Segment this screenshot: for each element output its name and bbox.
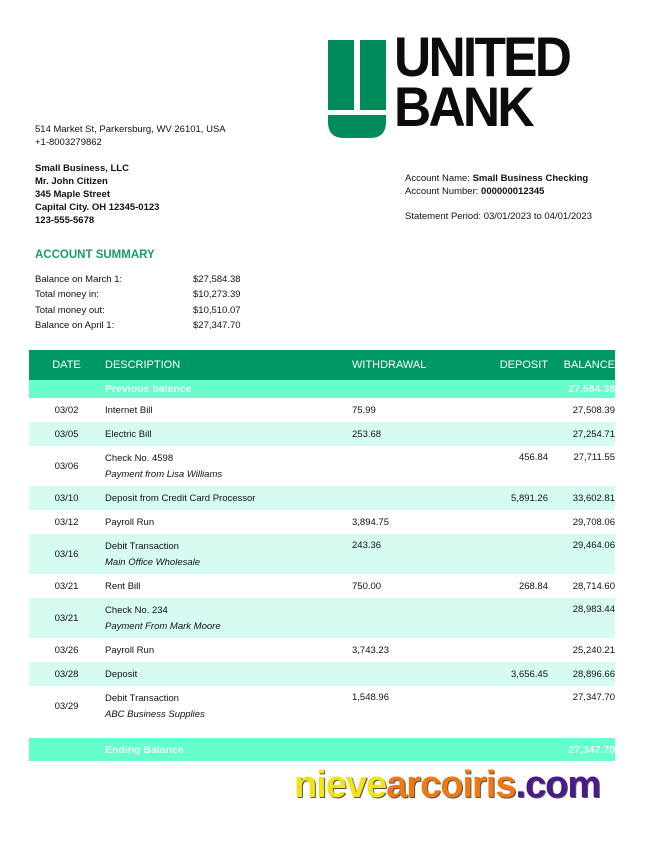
- table-row: [29, 446, 615, 486]
- customer-name: Mr. John Citizen: [35, 176, 108, 187]
- summary-label: Balance on March 1:: [35, 274, 123, 285]
- summary-value: $27,584.38: [193, 274, 241, 285]
- table-row: [29, 510, 615, 534]
- cell-description: [104, 405, 352, 416]
- cell-withdrawal: [352, 446, 462, 452]
- cell-withdrawal: [352, 598, 462, 604]
- transactions-table: [29, 350, 615, 761]
- previous-balance-row: [29, 380, 615, 398]
- summary-label: Balance on April 1:: [35, 319, 115, 331]
- bank-logo-mark-icon: [328, 40, 386, 138]
- previous-balance-value: 27,584.38: [568, 383, 615, 395]
- description-main: Payroll Run: [105, 516, 155, 528]
- cell-date: 03/12: [54, 516, 79, 528]
- description-main: Deposit: [105, 668, 138, 680]
- ending-balance-value: 27,347.70: [568, 743, 615, 756]
- table-row: [29, 662, 615, 686]
- statement-period-value: 03/01/2023 to 04/01/2023: [483, 211, 592, 222]
- table-row: [29, 422, 615, 446]
- cell-withdrawal: 75.99: [352, 404, 376, 416]
- cell-balance: 25,240.21: [572, 644, 615, 656]
- cell-balance: 29,708.06: [572, 516, 615, 528]
- ending-balance-row: [29, 738, 615, 761]
- cell-balance: 29,464.06: [572, 540, 615, 551]
- watermark: [294, 764, 600, 807]
- cell-deposit: 456.84: [518, 452, 548, 463]
- cell-description: [104, 541, 352, 568]
- summary-value: $27,347.70: [193, 319, 241, 331]
- summary-row: [35, 305, 241, 320]
- summary-row: [35, 289, 241, 304]
- ending-balance-label: Ending Balance: [105, 743, 184, 756]
- cell-withdrawal: 1,548.96: [352, 692, 389, 703]
- bank-address: 514 Market St, Parkersburg, WV 26101, USA: [35, 124, 226, 135]
- cell-balance: 27,508.39: [572, 404, 615, 416]
- table-row: [29, 534, 615, 574]
- description-sub: Payment From Mark Moore: [105, 620, 221, 632]
- customer-company: Small Business, LLC: [35, 163, 129, 174]
- description-main: Debit Transaction: [105, 540, 179, 552]
- cell-withdrawal: 3,743.23: [352, 644, 389, 656]
- logo-line-bank: BANK: [394, 75, 532, 138]
- description-main: Check No. 234: [105, 604, 168, 616]
- account-number: [405, 185, 592, 198]
- watermark-part-3: .com: [515, 764, 601, 806]
- cell-deposit: 268.84: [518, 580, 548, 592]
- customer-city: Capital City. OH 12345-0123: [35, 202, 160, 213]
- account-number-value: 000000012345: [481, 186, 545, 197]
- header-description: DESCRIPTION: [105, 359, 181, 371]
- table-header: [29, 350, 615, 380]
- cell-withdrawal: 3,894.75: [352, 516, 389, 528]
- cell-description: [104, 693, 352, 720]
- cell-description: [104, 669, 352, 680]
- bank-address-block: [35, 123, 226, 149]
- watermark-part-2: arcoiris: [386, 764, 516, 806]
- cell-date: 03/16: [54, 548, 79, 560]
- summary-value: $10,273.39: [193, 289, 241, 301]
- description-main: Electric Bill: [105, 428, 152, 440]
- account-name-label: Account Name:: [405, 173, 473, 184]
- description-sub: Payment from Lisa Williams: [105, 468, 223, 480]
- description-main: Check No. 4598: [105, 452, 174, 464]
- cell-deposit: [462, 598, 548, 604]
- cell-date: 03/29: [54, 700, 79, 712]
- description-main: Debit Transaction: [105, 692, 179, 704]
- cell-description: [104, 429, 352, 440]
- cell-date: 03/26: [54, 644, 79, 656]
- header-balance: BALANCE: [563, 359, 615, 371]
- cell-balance: 27,347.70: [572, 692, 615, 703]
- watermark-part-1: nieve: [294, 764, 387, 806]
- cell-withdrawal: 243.36: [352, 540, 382, 551]
- description-sub: Main Office Wholesale: [105, 556, 201, 568]
- cell-description: [104, 605, 352, 632]
- table-row: [29, 486, 615, 510]
- account-name: [405, 172, 592, 185]
- description-main: Deposit from Credit Card Processor: [105, 492, 256, 504]
- cell-date: 03/21: [54, 612, 79, 624]
- cell-withdrawal: 253.68: [352, 428, 382, 440]
- bank-logo-text: [394, 25, 570, 138]
- cell-deposit: 5,891.26: [511, 492, 548, 504]
- header-withdrawal: WITHDRAWAL: [352, 359, 427, 371]
- cell-balance: 28,983.44: [572, 604, 615, 615]
- summary-row: [35, 274, 241, 289]
- table-row: [29, 686, 615, 726]
- summary-label: Total money in:: [35, 289, 99, 301]
- cell-deposit: 3,656.45: [511, 668, 548, 680]
- description-main: Internet Bill: [105, 404, 153, 416]
- cell-description: [104, 581, 352, 592]
- summary-row: [35, 320, 241, 335]
- cell-date: 03/02: [54, 404, 79, 416]
- cell-date: 03/21: [54, 580, 79, 592]
- cell-withdrawal: 750.00: [352, 580, 382, 592]
- cell-balance: 28,714.60: [572, 580, 615, 592]
- customer-street: 345 Maple Street: [35, 189, 110, 200]
- cell-balance: 27,711.55: [573, 452, 615, 463]
- summary-value: $10,510.07: [193, 304, 241, 316]
- description-main: Rent Bill: [105, 580, 141, 592]
- cell-description: [104, 645, 352, 656]
- account-info-block: [405, 172, 592, 223]
- cell-deposit: [462, 686, 548, 692]
- cell-date: 03/10: [54, 492, 79, 504]
- statement-period: [405, 210, 592, 223]
- cell-balance: 27,254.71: [572, 428, 615, 440]
- customer-address-block: [35, 162, 159, 227]
- description-sub: ABC Business Supplies: [105, 708, 205, 720]
- cell-date: 03/06: [54, 460, 79, 472]
- account-summary: [35, 274, 241, 335]
- account-number-label: Account Number:: [405, 186, 482, 197]
- cell-date: 03/28: [54, 668, 79, 680]
- bank-logo: [328, 25, 618, 140]
- cell-balance: 33,602.81: [572, 492, 615, 504]
- cell-description: [104, 453, 352, 480]
- cell-balance: 28,896.66: [572, 668, 615, 680]
- cell-date: 03/05: [54, 428, 79, 440]
- bank-phone: +1-8003279862: [35, 137, 102, 148]
- table-row: [29, 398, 615, 422]
- header-deposit: DEPOSIT: [499, 359, 548, 371]
- summary-label: Total money out:: [35, 304, 105, 316]
- table-row: [29, 598, 615, 638]
- cell-deposit: [462, 534, 548, 540]
- header-date: DATE: [52, 359, 81, 371]
- logo-line-united: UNITED: [394, 25, 570, 88]
- cell-description: [104, 493, 352, 504]
- previous-balance-label: Previous balance: [105, 383, 192, 395]
- cell-description: [104, 517, 352, 528]
- table-row: [29, 574, 615, 598]
- description-main: Payroll Run: [105, 644, 155, 656]
- customer-phone: 123-555-5678: [35, 215, 95, 226]
- account-summary-title: ACCOUNT SUMMARY: [35, 249, 155, 261]
- statement-period-label: Statement Period:: [405, 211, 484, 222]
- account-name-value: Small Business Checking: [472, 173, 589, 184]
- table-row: [29, 638, 615, 662]
